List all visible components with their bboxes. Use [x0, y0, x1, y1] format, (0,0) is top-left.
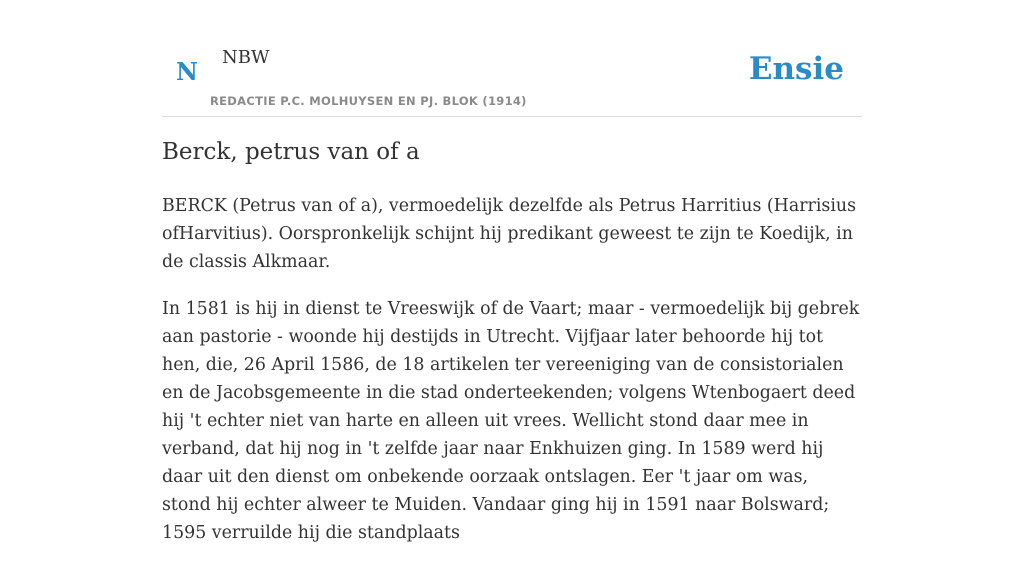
header — [162, 0, 862, 117]
source-name[interactable]: NBW — [222, 47, 270, 68]
source-logo-icon[interactable]: N — [176, 57, 198, 86]
article-body — [162, 192, 862, 566]
article-paragraph: In 1581 is hij in dienst te Vreeswijk of de Vaart; maar - vermoedelijk bij gebrek aan pastorie - woonde hij destijds in Utrecht. Vijfjaar later behoorde hij tot hen, die, 26 April 1586, de 18 artikelen ter vereeniging van de consistorialen en de Jacobsgemeente in die stad onderteekenden; volgens Wtenbogaert deed hij 't echter niet van harte en alleen uit vrees. Wellicht stond daar mee in verband, dat hij nog in 't zelfde jaar naar Enkhuizen ging. In 1589 werd hij daar uit den dienst om onbekende oorzaak ontslagen. Eer 't jaar om was, stond hij echter alweer te Muiden. Vandaar ging hij in 1591 naar Bolsward; 1595 verruilde hij die standplaats — [162, 299, 860, 543]
article-paragraph: BERCK (Petrus van of a), vermoedelijk dezelfde als Petrus Harritius (Harrisius ofHarvitius). Oorspronkelijk schijnt hij predikant geweest te zijn te Koedijk, in de classis Alkmaar. — [162, 196, 857, 272]
brand-logo[interactable]: Ensie — [748, 51, 844, 87]
article-title: Berck, petrus van of a — [162, 139, 420, 165]
source-editor: REDACTIE P.C. MOLHUYSEN EN PJ. BLOK (1914) — [210, 94, 527, 108]
